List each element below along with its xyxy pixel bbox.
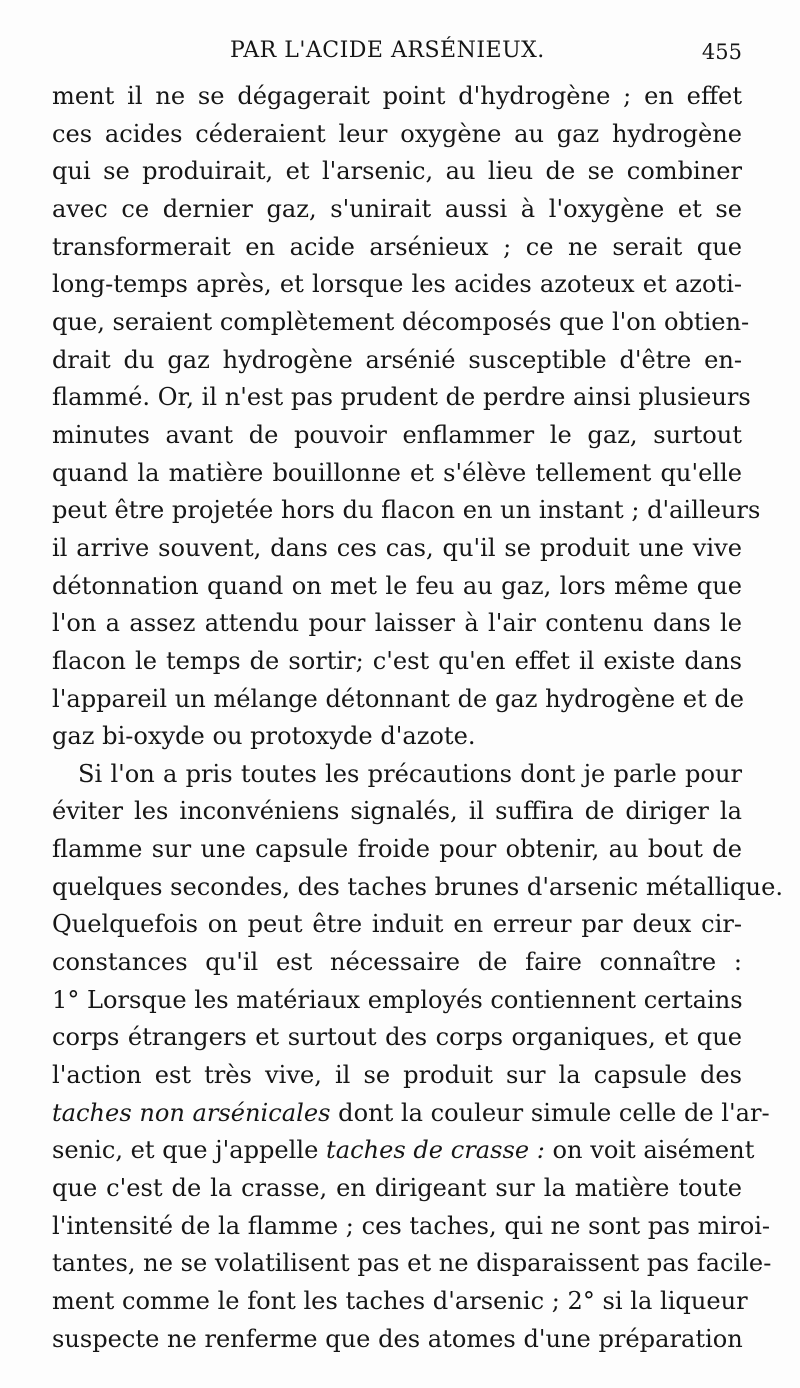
text-line: corps étrangers et surtout des corps organiques, et que — [52, 1023, 742, 1052]
text-line: avec ce dernier gaz, s'unirait aussi à l'oxygène et se — [52, 194, 742, 223]
text-line: il arrive souvent, dans ces cas, qu'il se produit une vive — [52, 533, 742, 562]
text-line: flammé. Or, il n'est pas prudent de perdre ainsi plusieurs — [52, 383, 751, 412]
text-line: drait du gaz hydrogène arsénié susceptible d'être en- — [52, 345, 742, 374]
text-line-paragraph-start: Si l'on a pris toutes les précautions dont je parle pour — [78, 759, 742, 788]
text-line: que c'est de la crasse, en dirigeant sur la matière toute — [52, 1174, 742, 1203]
text-line: que, seraient complètement décomposés que l'on obtien- — [52, 307, 750, 336]
text-line-with-italic — [52, 1095, 770, 1133]
text-line: l'intensité de la flamme ; ces taches, qui ne sont pas miroi- — [52, 1211, 771, 1240]
text-line: l'on a assez attendu pour laisser à l'air contenu dans le — [52, 609, 742, 638]
text-line: quand la matière bouillonne et s'élève tellement qu'elle — [52, 458, 742, 487]
italic-term: taches de crasse : — [326, 1136, 545, 1165]
text-line: quelques secondes, des taches brunes d'arsenic métallique. — [52, 872, 783, 901]
text-line: éviter les inconvéniens signalés, il suffira de diriger la — [52, 797, 742, 826]
text-line: l'action est très vive, il se produit sur la capsule des — [52, 1061, 742, 1090]
page-number: 455 — [701, 40, 742, 64]
running-title: PAR L'ACIDE ARSÉNIEUX. — [230, 38, 545, 63]
text-line: ment comme le font les taches d'arsenic ; 2° si la liqueur — [52, 1287, 748, 1315]
body-text — [52, 78, 783, 1358]
text-line: Quelquefois on peut être induit en erreur par deux cir- — [52, 910, 742, 939]
text-line: peut être projetée hors du flacon en un instant ; d'ailleurs — [52, 496, 761, 525]
text-line: long-temps après, et lorsque les acides azoteux et azoti- — [52, 270, 742, 299]
text-line: minutes avant de pouvoir enflammer le gaz, surtout — [52, 420, 742, 449]
text-line: flacon le temps de sortir; c'est qu'en effet il existe dans — [52, 646, 742, 675]
text-line-paragraph-end: gaz bi-oxyde ou protoxyde d'azote. — [52, 722, 476, 751]
text-line: constances qu'il est nécessaire de faire connaître : — [52, 948, 742, 977]
text-line: transformerait en acide arsénieux ; ce ne serait que — [52, 232, 742, 261]
text-fragment: on voit aisément — [552, 1136, 755, 1165]
text-line: ces acides céderaient leur oxygène au gaz hydrogène — [52, 119, 742, 148]
text-line: 1° Lorsque les matériaux employés contiennent certains — [52, 985, 743, 1014]
text-line: l'appareil un mélange détonnant de gaz hydrogène et de — [52, 684, 745, 713]
text-line: suspecte ne renferme que des atomes d'une préparation — [52, 1324, 743, 1353]
text-fragment: dont la couleur simule celle de l'ar- — [338, 1098, 770, 1127]
text-line: flamme sur une capsule froide pour obtenir, au bout de — [52, 835, 742, 864]
text-line: détonnation quand on met le feu au gaz, lors même que — [52, 571, 742, 600]
text-line: tantes, ne se volatilisent pas et ne disparaissent pas facile- — [52, 1249, 772, 1278]
text-line-with-italic — [52, 1132, 755, 1170]
text-line: qui se produirait, et l'arsenic, au lieu de se combiner — [52, 157, 742, 186]
running-head — [52, 38, 742, 72]
text-fragment: senic, et que j'appelle — [52, 1136, 319, 1165]
italic-term: taches non arsénicales — [52, 1098, 331, 1127]
text-line: ment il ne se dégagerait point d'hydrogène ; en effet — [52, 82, 742, 110]
